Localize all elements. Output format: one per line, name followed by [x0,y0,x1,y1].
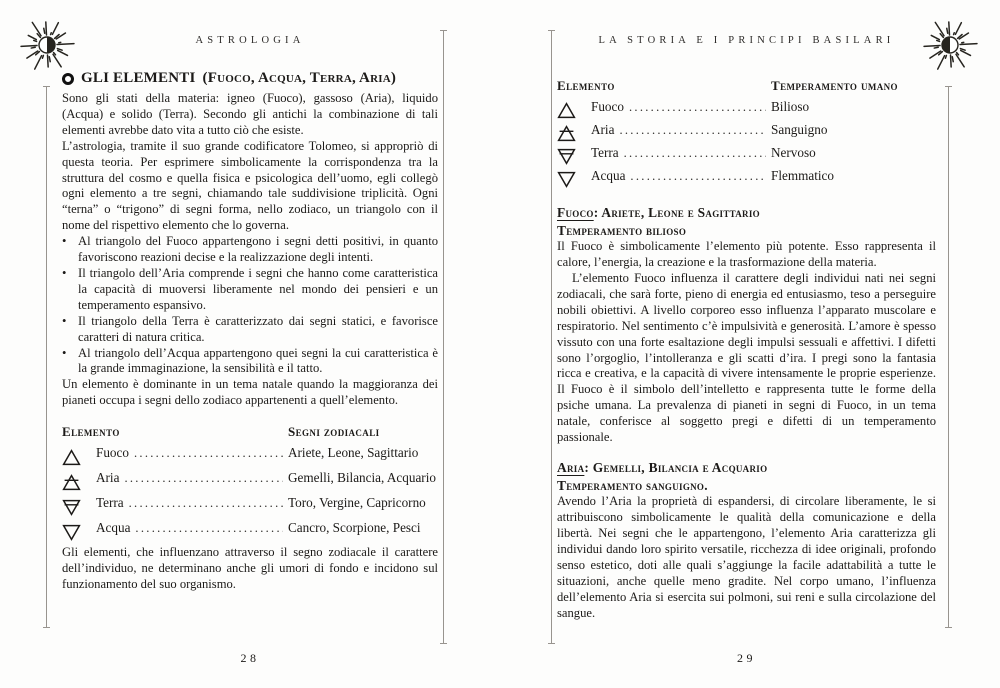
water-symbol-icon [557,171,591,188]
dotted-leader [629,99,766,115]
element-value: Gemelli, Bilancia, Acquario [288,470,436,486]
page-margin-rule [46,86,47,628]
section-title [557,459,936,477]
element-value: Cancro, Scorpione, Pesci [288,520,421,536]
section-subtitle: Temperamento bilioso [557,222,687,238]
earth-symbol-icon [557,148,591,165]
element-value: Bilioso [771,99,810,114]
bullet-dot-icon: • [62,234,67,249]
paragraph: Il Fuoco è simbolicamente l’elemento più potente. Esso rappresenta il calore, l’energia, la creazione e la trasformazione della materia. [557,239,936,270]
paragraph: Sono gli stati della materia: igneo (Fuoco), gassoso (Aria), liquido (Acqua) e solido (Terra). Secondo gli antichi la combinazione di tali elementi avrebbe dato vita a tutto ciò che esiste. [62,91,438,137]
fire-symbol-icon [62,449,96,466]
column-header-element: Elemento [557,78,615,93]
elements-temperaments-table [557,78,936,191]
paragraph: Avendo l’Aria la proprietà di espandersi, di circolare liberamente, le si attribuiscono simbolicamente le qualità della comunicazione e della libertà. Nei segni che le appartengono, l’elemento Aria caratterizza gli individui dando loro spirito versatile, ricchezza di idee originali, profondo senso estetico, doti alle quali s’aggiunge la facile adattabilità a tutte le situazioni, anche quelle meno gradite. Nel corpo umano, l’influenza dell’elemento Aria si esercita sui polmoni, sui reni e sulla circolazione del sangue. [557,494,936,620]
section-aria [557,459,936,621]
element-value: Toro, Vergine, Capricorno [288,495,426,511]
left-page [62,64,438,593]
list-item [62,346,438,378]
list-item [62,234,438,266]
element-value: Sanguigno [771,122,828,137]
table-row [557,145,936,168]
section-title-rest: : Ariete, Leone e Sagittario [593,205,760,220]
air-symbol-icon [557,125,591,142]
fire-symbol-icon [557,102,591,119]
dotted-leader [619,122,766,138]
section-title-lead: Fuoco [557,205,594,220]
page-margin-rule [551,30,552,644]
right-page [557,78,936,621]
dotted-leader [129,495,283,511]
list-item [62,266,438,314]
element-value: Flemmatico [771,168,834,183]
earth-symbol-icon [62,499,96,516]
table-row [557,122,936,145]
table-header [62,424,438,445]
element-name: Terra [591,145,619,160]
table-row [62,520,438,545]
element-name: Fuoco [96,445,129,461]
element-name: Aria [591,122,615,137]
table-row [62,470,438,495]
section-heading-paren: (Fuoco, Acqua, Terra, Aria) [202,70,397,86]
dotted-leader [135,520,283,536]
ring-bullet-icon [62,73,74,85]
bullet-dot-icon: • [62,265,67,280]
dotted-leader [630,168,766,184]
dotted-leader [134,445,283,461]
paragraph: Un elemento è dominante in un tema natale quando la maggioranza dei pianeti occupa i segni dello zodiaco appartenenti a quell’elemento. [62,377,438,408]
elements-signs-table [62,424,438,545]
section-title-rest: : Gemelli, Bilancia e Acquario [584,459,768,475]
dotted-leader [124,470,283,486]
page-number-left: 28 [240,651,260,665]
paragraph: L’elemento Fuoco influenza il carattere degli individui nati nei segni zodiacali, che sarà forte, pieno di energia ed entusiasmo, teso a perseguire nobili obiettivi. A livello corporeo esso influenza l’apparato muscolare e respiratorio. Nel sentimento c’è impulsività e generosità. L’amore è spesso vissuto con una forte esaltazione degli impulsi sessuali e affettivi. I difetti sono l’orgoglio, l’intolleranza e gli scatti d’ira. I pregi sono la fantasia ricca e creativa, e la capacità di vivere intensamente le proprie esperienze. Il Fuoco è il simbolo dell’intelletto e rappresenta tutte le forme della psiche umana. La prevalenza di pianeti in segni di Fuoco, in un tema natale, conferisce al soggetto pregi e difetti di un temperamento passionale. [557,271,936,445]
column-header-signs: Segni zodiacali [288,424,380,440]
paragraph: L’astrologia, tramite il suo grande codificatore Tolomeo, si appropriò di questa teoria. Per esprimere simbolicamente la corrispondenza tra la struttura del cosmo e quella fisica e psicologica dell’uomo, egli collegò ogni elemento a tre segni, chiamando tale suddivisione triplicità. Ogni “terna” o “trigono” di segni forma, nello zodiaco, un triangolo con il nome del rispettivo elemento che lo governa. [62,138,438,233]
column-header-element: Elemento [62,424,120,440]
table-row [557,99,936,122]
list-item-text: Al triangolo del Fuoco appartengono i segni detti positivi, in quanto favoriscono reazioni decise e la realizzazione degli intenti. [78,234,438,265]
paragraph: Gli elementi, che influenzano attraverso il segno zodiacale il carattere dell’individuo, ne determinano anche gli umori di fondo e incidono sul funzionamento del suo organismo. [62,545,438,591]
table-row [62,495,438,520]
air-symbol-icon [62,474,96,491]
running-head-right: LA STORIA E I PRINCIPI BASILARI [598,35,895,46]
page-margin-rule [948,86,949,628]
table-row [557,168,936,191]
element-value: Ariete, Leone, Sagittario [288,445,419,461]
list-item-text: Il triangolo dell’Aria comprende i segni che hanno come caratteristica la capacità di muoversi liberamente nel mondo dei pensieri e un temperamento espansivo. [78,265,438,312]
section-title-lead: Aria [557,459,585,475]
table-row [62,445,438,470]
section-title [557,204,936,222]
page-number-right: 29 [737,651,756,665]
column-header-temperament: Temperamento umano [771,78,898,93]
page-margin-rule [443,30,444,644]
bullet-dot-icon: • [62,313,67,328]
running-head-left: ASTROLOGIA [195,35,305,46]
list-item [62,314,438,346]
section-subtitle: Temperamento sanguigno. [557,477,708,493]
element-name: Fuoco [591,99,624,114]
dotted-leader [624,145,766,161]
element-name: Acqua [591,168,626,183]
element-value: Nervoso [771,145,816,160]
table-header [557,78,936,99]
section-heading [62,70,438,87]
element-name: Aria [96,470,120,486]
element-name: Terra [96,495,124,511]
section-fuoco [557,204,936,446]
list-item-text: Il triangolo della Terra è caratterizzato dai segni statici, e favorisce caratteri di natura critica. [78,313,438,344]
section-heading-main: GLI ELEMENTI [81,70,196,86]
bullet-dot-icon: • [62,345,67,360]
water-symbol-icon [62,524,96,541]
element-name: Acqua [96,520,131,536]
list-item-text: Al triangolo dell’Acqua appartengono quei segni la cui caratteristica è la grande immaginazione, la sensibilità e il tatto. [78,345,438,376]
